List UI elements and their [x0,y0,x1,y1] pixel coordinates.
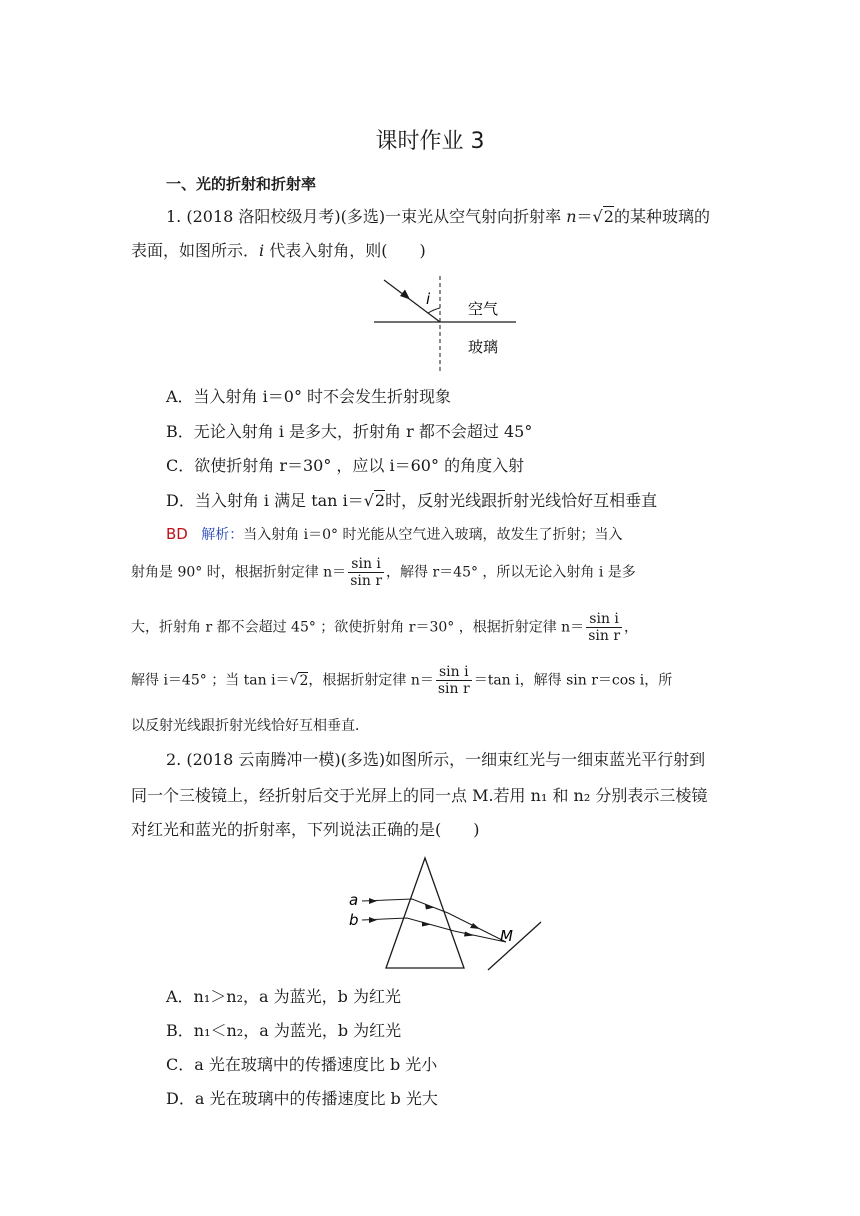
q1-option-a: A．当入射角 i＝0° 时不会发生折射现象 [166,387,452,406]
q2-stem-line3: 对红光和蓝光的折射率，下列说法正确的是( ) [131,820,480,839]
sin-fraction [436,664,472,697]
analysis-label: 解析： [201,527,244,543]
q1-analysis-line3 [131,611,638,644]
sqrt-symbol: √ [592,207,603,226]
q1-option-b: B．无论入射角 i 是多大，折射角 r 都不会超过 45° [166,422,533,441]
angle-i-label: i [426,290,431,308]
glass-label: 玻璃 [468,338,499,356]
air-label: 空气 [468,300,499,318]
q1-eq-sign: ＝ [576,207,593,226]
ray-a-label: a [349,891,359,909]
q1-root-value: 2 [603,207,614,226]
fraction-denominator: sin r [588,628,621,644]
q1-option-d [166,491,657,511]
q2-stem-line1: 2. (2018 云南腾冲一模)(多选)如图所示，一细束红光与一细束蓝光平行射到 [166,750,706,769]
q1-stem-text-end: 的某种玻璃的 [613,207,710,226]
prism-figure [340,852,550,974]
ray-b-label: b [349,911,359,929]
page-title: 课时作业 3 [375,129,485,154]
fraction-numerator: sin i [348,556,384,573]
ray-arrow-icon [464,932,474,937]
ray-arrow-icon [369,898,377,904]
fraction-numerator: sin i [436,664,472,681]
q1-analysis-line5: 以反射光线跟折射光线恰好互相垂直． [131,718,369,734]
fraction-denominator: sin r [350,573,383,589]
sqrt-symbol: √ [289,672,299,689]
q1-option-c: C．欲使折射角 r＝30° ，应以 i＝60° 的角度入射 [166,456,525,475]
light-screen [488,922,541,970]
sin-fraction [348,556,384,589]
q2-option-b: B．n₁＜n₂，a 为蓝光，b 为红光 [166,1021,402,1040]
q1-option-d-end: 时，反射光线跟折射光线恰好互相垂直 [385,491,658,510]
analysis-text: 射角是 90° 时，根据折射定律 n＝ [131,564,347,581]
q1-option-d-root: 2 [374,491,386,510]
q1-stem-line2-end: 代表入射角，则( ) [264,241,426,260]
analysis-text: ，解得 r＝45° ，所以无论入射角 i 是多 [386,564,636,581]
fraction-numerator: sin i [586,611,622,628]
ray-a [362,899,506,942]
q1-analysis-line2 [131,556,636,589]
ray-arrow-icon [369,917,377,923]
analysis-text: 当入射角 i＝0° 时光能从空气进入玻璃，故发生了折射；当入 [243,527,623,543]
analysis-text: ， [624,619,639,636]
q1-stem-line1 [166,207,710,227]
prism [386,858,464,968]
q2-stem-line2: 同一个三棱镜上，经折射后交于光屏上的同一点 M.若用 n₁ 和 n₂ 分别表示三棱镜 [131,786,708,805]
q1-stem-line2-text: 表面，如图所示． [131,241,260,260]
incident-ray [384,280,440,322]
q1-stem-line2 [131,241,426,261]
analysis-root: 2 [299,672,309,689]
q1-option-d-text: D．当入射角 i 满足 tan i＝ [166,491,364,510]
q2-option-a: A．n₁＞n₂，a 为蓝光，b 为红光 [166,987,401,1006]
analysis-text: 解得 i＝45° ；当 tan i＝ [131,672,290,689]
point-m-label: M [500,927,513,945]
q1-analysis-line1 [166,524,623,545]
q1-stem-text: 1. (2018 洛阳校级月考)(多选)一束光从空气射向折射率 [166,207,567,226]
q2-option-c: C．a 光在玻璃中的传播速度比 b 光小 [166,1055,438,1074]
analysis-text: ＝tan i，解得 sin r＝cos i，所 [473,672,673,689]
fraction-denominator: sin r [437,681,470,697]
ray-b [362,918,506,942]
angle-arc [428,308,440,313]
analysis-text: 大，折射角 r 都不会超过 45° ；欲使折射角 r＝30° ，根据折射定律 n＝ [131,619,585,636]
q1-analysis-line4 [131,664,672,697]
ray-arrow-icon [400,290,410,300]
sin-fraction [586,611,622,644]
section-heading: 一、光的折射和折射率 [166,175,317,193]
q1-i-symbol: i [259,241,265,260]
sqrt-symbol: √ [363,491,374,510]
q1-n-symbol: n [566,207,577,226]
analysis-text: ，根据折射定律 n＝ [308,672,434,689]
ray-arrow-icon [470,923,480,929]
refraction-figure [370,272,520,376]
answer-badge: BD [166,525,188,543]
q2-option-d: D．a 光在玻璃中的传播速度比 b 光大 [166,1089,438,1108]
